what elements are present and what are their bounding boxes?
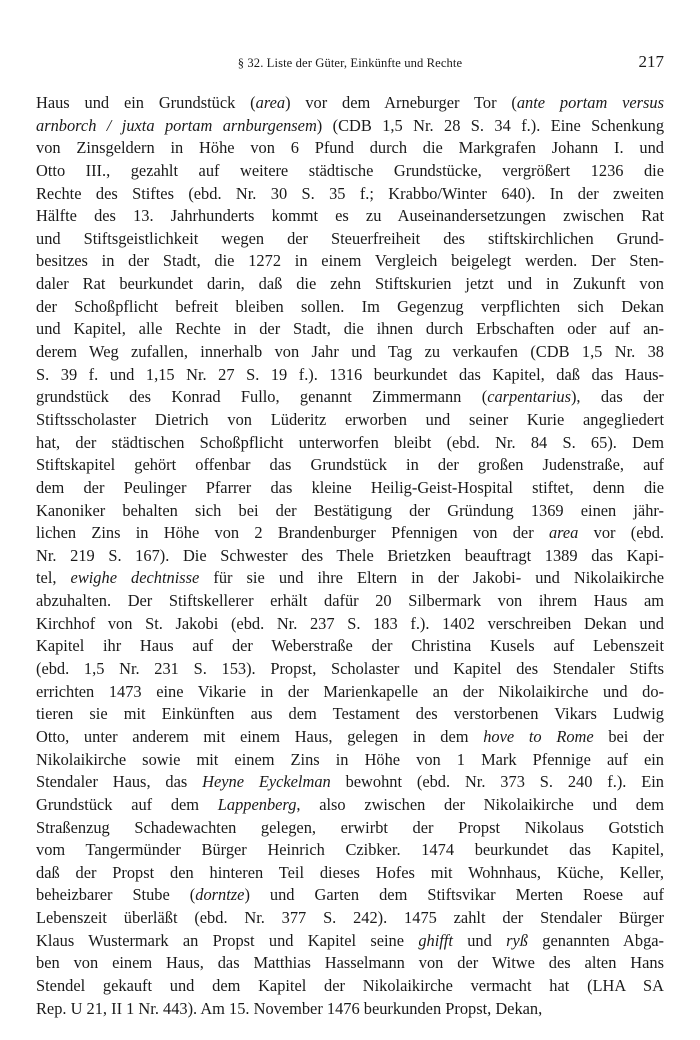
text-segment: Kirchhof von St. Jakobi (ebd. Nr. 237 S. 183 f.). 1402 verschreiben Dekan und (36, 613, 664, 633)
text-line (36, 432, 664, 455)
italic-term: Heyne Eyckelman (202, 772, 331, 792)
text-line (36, 975, 664, 998)
page-number: 217 (638, 52, 664, 71)
text-line (36, 92, 664, 115)
text-line (36, 364, 664, 387)
text-segment: Kanoniker behalten sich bei der Bestätigung der Gründung 1369 einen jähr- (36, 500, 664, 520)
text-line (36, 794, 664, 817)
text-line (36, 703, 664, 726)
text-line (36, 681, 664, 704)
text-line (36, 726, 664, 749)
text-segment: grundstück des Konrad Fullo, genannt Zimmermann ( (36, 387, 488, 407)
italic-term: carpentarius (487, 387, 571, 407)
text-line (36, 183, 664, 206)
text-line (36, 907, 664, 930)
text-segment: errichten 1473 eine Vikarie in der Marienkapelle an der Nikolaikirche und do- (36, 681, 664, 701)
text-line (36, 273, 664, 296)
text-segment: Hälfte des 13. Jahrhunderts kommt es zu Auseinandersetzungen zwischen Rat (36, 206, 664, 226)
text-line (36, 749, 664, 772)
text-line (36, 454, 664, 477)
text-segment: , also zwischen der Nikolaikirche und dem (296, 794, 665, 814)
text-segment: Stendel gekauft und dem Kapitel der Nikolaikirche vermacht hat (LHA SA (36, 975, 664, 995)
text-segment: Stendaler Haus, das (36, 772, 203, 792)
text-segment: Nr. 219 S. 167). Die Schwester des Thele Brietzken beauftragt 1389 das Kapi- (36, 545, 664, 565)
text-line (36, 952, 664, 975)
text-segment: Otto III., gezahlt auf weitere städtische Grundstücke, vergrößert 1236 die (36, 160, 664, 180)
text-line (36, 296, 664, 319)
text-segment: ) vor dem Arneburger Tor ( (285, 93, 517, 112)
text-segment: ben von einem Haus, das Matthias Hasselmann von der Witwe des alten Hans (36, 953, 664, 973)
text-segment: Haus und ein Grundstück ( (36, 93, 256, 112)
italic-term: ryß (506, 930, 528, 950)
text-line (36, 658, 664, 681)
text-line (36, 613, 664, 636)
text-segment: und (452, 930, 507, 950)
text-line (36, 839, 664, 862)
text-segment: bei der (593, 726, 664, 746)
text-line (36, 318, 664, 341)
italic-term: area (255, 93, 286, 112)
body-text (36, 92, 664, 1020)
text-segment: Kapitel ihr Haus auf der Weberstraße der Christina Kusels auf Lebenszeit (36, 636, 664, 656)
text-segment: tieren sie mit Einkünften aus dem Testament des verstorbenen Vikars Ludwig (36, 704, 664, 724)
text-segment: (ebd. 1,5 Nr. 231 S. 153). Propst, Scholaster und Kapitel des Stendaler Stifts (36, 659, 664, 679)
italic-term: dorntze (195, 885, 245, 905)
text-line (36, 862, 664, 885)
text-segment: und Stiftsgeistlichkeit wegen der Steuerfreiheit des stiftskirchlichen Grund- (36, 228, 664, 248)
text-segment: Nikolaikirche sowie mit einem Zins in Höhe von 1 Mark Pfennige auf ein (36, 749, 664, 769)
text-line (36, 884, 664, 907)
text-segment: beheizbarer Stube ( (36, 885, 196, 905)
text-line (36, 409, 664, 432)
text-segment: daler Rat beurkundet darin, daß die zehn Stiftskurien jetzt und in Zukunft von (36, 274, 664, 294)
text-segment: für sie und ihre Eltern in der Jakobi- und Nikolaikirche (199, 568, 664, 588)
text-line (36, 567, 664, 590)
italic-term: ghifft (418, 930, 453, 950)
text-line (36, 771, 664, 794)
text-segment: Klaus Wustermark an Propst und Kapitel seine (36, 930, 419, 950)
text-segment: genannten Abga- (527, 930, 665, 950)
text-segment: besitzes in der Stadt, die 1272 in einem Vergleich beigelegt werden. Der Sten- (36, 251, 664, 271)
text-segment: vom Tangermünder Bürger Heinrich Czibker. 1474 beurkundet das Kapitel, (36, 840, 664, 860)
text-line (36, 341, 664, 364)
page-header (36, 52, 664, 76)
text-segment: Stiftskapitel gehört offenbar das Grundstück in der großen Judenstraße, auf (36, 455, 664, 475)
text-segment: Lebenszeit überläßt (ebd. Nr. 377 S. 242). 1475 zahlt der Stendaler Bürger (36, 908, 664, 928)
text-segment: ), das der (570, 387, 664, 407)
text-segment: daß der Propst den hinteren Teil dieses Hofes mit Wohnhaus, Küche, Keller, (36, 862, 664, 882)
text-line (36, 522, 664, 545)
italic-term: ewighe dechtnisse (70, 568, 200, 588)
text-line (36, 137, 664, 160)
text-segment: S. 39 f. und 1,15 Nr. 27 S. 19 f.). 1316 beurkundet das Kapitel, daß das Haus- (36, 364, 664, 384)
text-segment: ) und Garten dem Stiftsvikar Merten Roese auf (244, 885, 664, 905)
text-segment: dem der Peulinger Pfarrer das kleine Heilig-Geist-Hospital stiftet, denn die (36, 477, 664, 497)
text-segment: Stiftsscholaster Dietrich von Lüderitz erworben und seiner Kurie angegliedert (36, 409, 664, 429)
text-line (36, 477, 664, 500)
text-line (36, 930, 664, 953)
text-segment: Rep. U 21, II 1 Nr. 443). Am 15. November 1476 beurkunden Propst, Dekan, (36, 998, 543, 1018)
text-segment: tel, (36, 568, 71, 588)
text-line (36, 998, 664, 1021)
text-line (36, 545, 664, 568)
text-segment: bewohnt (ebd. Nr. 373 S. 240 f.). Ein (330, 772, 664, 792)
text-segment: ) (CDB 1,5 Nr. 28 S. 34 f.). Eine Schenkung (316, 115, 665, 135)
text-line (36, 817, 664, 840)
text-line (36, 386, 664, 409)
text-line (36, 160, 664, 183)
italic-term: hove to Rome (483, 726, 594, 746)
text-segment: von Zinsgeldern in Höhe von 6 Pfund durch die Markgrafen Johann I. und (36, 138, 664, 158)
text-segment: vor (ebd. (578, 523, 664, 543)
text-line (36, 115, 664, 138)
running-head: § 32. Liste der Güter, Einkünfte und Rechte (237, 56, 463, 70)
italic-term: arnborch / juxta portam arnburgensem (36, 115, 317, 135)
text-line (36, 590, 664, 613)
text-line (36, 500, 664, 523)
italic-term: ante portam versus (516, 93, 665, 112)
text-segment: hat, der städtischen Schoßpflicht unterworfen bleibt (ebd. Nr. 84 S. 65). Dem (36, 432, 664, 452)
text-segment: Straßenzug Schadewachten gelegen, erwirbt der Propst Nikolaus Gotstich (36, 817, 664, 837)
text-segment: der Schoßpflicht befreit bleiben sollen. Im Gegenzug verpflichten sich Dekan (36, 296, 664, 316)
text-segment: Grundstück auf dem (36, 794, 218, 814)
text-line (36, 250, 664, 273)
text-line (36, 205, 664, 228)
text-segment: Otto, unter anderem mit einem Haus, gelegen in dem (36, 726, 484, 746)
italic-term: area (548, 523, 579, 543)
text-segment: abzuhalten. Der Stiftskellerer erhält dafür 20 Silbermark von ihrem Haus am (36, 591, 664, 611)
text-line (36, 635, 664, 658)
italic-term: Lappenberg (217, 794, 297, 814)
text-segment: und Kapitel, alle Rechte in der Stadt, die ihnen durch Erbschaften oder auf an- (36, 319, 664, 339)
text-segment: Rechte des Stiftes (ebd. Nr. 30 S. 35 f.; Krabbo/Winter 640). In der zweiten (36, 183, 664, 203)
text-segment: derem Weg zufallen, innerhalb von Jahr und Tag zu verkaufen (CDB 1,5 Nr. 38 (36, 342, 664, 362)
text-line (36, 228, 664, 251)
text-segment: lichen Zins in Höhe von 2 Brandenburger Pfennigen von der (36, 523, 549, 543)
